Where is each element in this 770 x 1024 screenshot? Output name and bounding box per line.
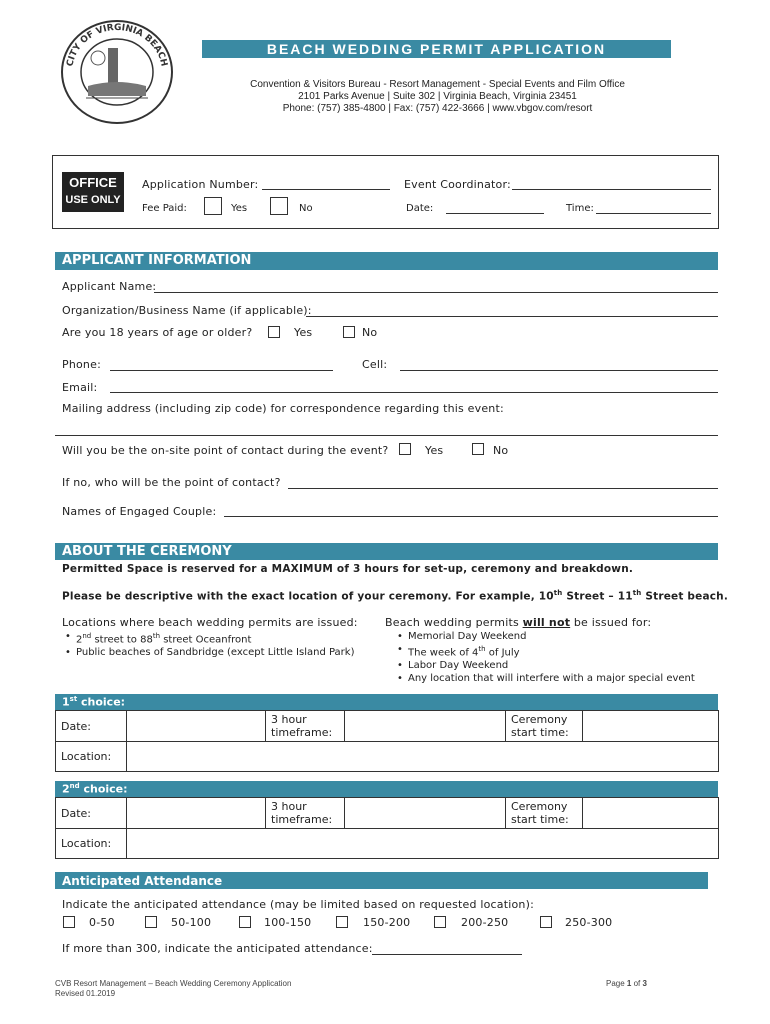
organization-field[interactable] [306, 316, 718, 317]
choice1-header [55, 694, 718, 710]
footer-page-number [606, 979, 647, 988]
footer-page-label: Page [606, 979, 627, 988]
issued-locations-heading: Locations where beach wedding permits are issued: [62, 616, 358, 629]
event-coordinator-label: Event Coordinator: [404, 178, 511, 191]
attendance-150-200-label: 150-200 [363, 916, 411, 929]
office-time-field[interactable] [596, 213, 711, 214]
office-badge-line2: USE ONLY [65, 194, 121, 206]
not-issued-b: will not [522, 616, 571, 629]
choice1-start-label [506, 711, 583, 742]
note2-sup1: th [553, 589, 563, 597]
issued-1-a: 2 [76, 634, 83, 646]
fee-paid-yes-label: Yes [231, 203, 248, 214]
engaged-couple-field[interactable] [224, 516, 718, 517]
location-example-note [62, 589, 728, 603]
choice2-location-field[interactable] [127, 829, 719, 859]
choice1-date-field[interactable] [127, 711, 266, 742]
not-issued-c: be issued for: [570, 616, 652, 629]
footer-page-num: 1 [626, 979, 632, 988]
choice1-timeframe-field[interactable] [345, 711, 506, 742]
engaged-couple-label: Names of Engaged Couple: [62, 505, 217, 518]
choice2-timeframe-l1: 3 hour [271, 800, 307, 813]
attendance-0-50-checkbox[interactable] [63, 916, 75, 928]
attendance-100-150-label: 100-150 [264, 916, 312, 929]
point-of-contact-label: If no, who will be the point of contact? [62, 476, 281, 489]
choice2-word: choice: [79, 782, 128, 796]
phone-field[interactable] [110, 370, 333, 371]
mailing-address-label: Mailing address (including zip code) for correspondence regarding this event: [62, 402, 504, 415]
office-date-field[interactable] [446, 213, 544, 214]
not-2-a: The week of 4 [408, 647, 479, 659]
application-number-field[interactable] [262, 189, 390, 190]
applicant-section-title: APPLICANT INFORMATION [62, 253, 252, 268]
age-yes-checkbox[interactable] [268, 326, 280, 338]
applicant-name-field[interactable] [154, 292, 718, 293]
choice1-word: choice: [77, 695, 126, 709]
choice2-timeframe-field[interactable] [345, 798, 506, 829]
footer-page-of: of [631, 979, 643, 988]
choice1-location-field[interactable] [127, 742, 719, 772]
choice2-date-field[interactable] [127, 798, 266, 829]
age-no-label: No [362, 326, 378, 339]
not-2-b: of July [485, 647, 520, 659]
over-300-field[interactable] [372, 954, 522, 955]
attendance-50-100-checkbox[interactable] [145, 916, 157, 928]
mailing-address-field[interactable] [55, 435, 718, 436]
fee-paid-label: Fee Paid: [142, 203, 187, 214]
choice2-num: 2 [62, 782, 70, 796]
issued-1-sup2: th [152, 632, 161, 640]
attendance-section-title: Anticipated Attendance [62, 874, 223, 888]
office-badge-line1: OFFICE [69, 175, 117, 190]
onsite-contact-question: Will you be the on-site point of contact during the event? [62, 444, 389, 457]
attendance-0-50-label: 0-50 [89, 916, 115, 929]
choice2-title [62, 782, 128, 796]
choice2-start-l1: Ceremony [511, 800, 568, 813]
attendance-200-250-label: 200-250 [461, 916, 509, 929]
choice1-title [62, 695, 125, 709]
list-item [394, 643, 695, 659]
fee-paid-no-label: No [299, 203, 313, 214]
email-label: Email: [62, 381, 98, 394]
dept-line: Convention & Visitors Bureau - Resort Management - Special Events and Film Office [250, 79, 625, 90]
office-time-label: Time: [566, 203, 594, 214]
attendance-100-150-checkbox[interactable] [239, 916, 251, 928]
choice2-timeframe-label [266, 798, 345, 829]
issued-1-sup1: nd [82, 632, 92, 640]
onsite-yes-label: Yes [425, 444, 444, 457]
phone-label: Phone: [62, 358, 101, 371]
choice2-table [55, 797, 719, 859]
choice1-table [55, 710, 719, 772]
event-coordinator-field[interactable] [512, 189, 711, 190]
issued-1-c: street Oceanfront [160, 634, 252, 646]
list-item: • Any location that will interfere with a major special event [394, 672, 695, 685]
fee-paid-yes-checkbox[interactable] [204, 197, 222, 215]
address-line: 2101 Parks Avenue | Suite 302 | Virginia Beach, Virginia 23451 [298, 91, 577, 102]
choice1-date-label: Date: [56, 711, 127, 742]
cell-field[interactable] [400, 370, 718, 371]
note2-part-c: Street beach. [641, 590, 729, 603]
not-issued-list [394, 630, 695, 685]
fee-paid-no-checkbox[interactable] [270, 197, 288, 215]
max-hours-note: Permitted Space is reserved for a MAXIMUM of 3 hours for set-up, ceremony and breakdown. [62, 563, 634, 575]
choice1-start-field[interactable] [583, 711, 719, 742]
attendance-250-300-label: 250-300 [565, 916, 613, 929]
list-item: • Labor Day Weekend [394, 659, 695, 672]
city-seal [58, 18, 176, 126]
not-2-sup: th [478, 645, 486, 653]
choice2-header [55, 781, 718, 797]
onsite-no-checkbox[interactable] [472, 443, 484, 455]
choice2-sup: nd [69, 782, 80, 790]
choice2-start-field[interactable] [583, 798, 719, 829]
choice2-location-label: Location: [56, 829, 127, 859]
point-of-contact-field[interactable] [288, 488, 718, 489]
office-use-badge [62, 172, 124, 212]
attendance-150-200-checkbox[interactable] [336, 916, 348, 928]
choice1-num: 1 [62, 695, 70, 709]
attendance-instruction: Indicate the anticipated attendance (may be limited based on requested location): [62, 898, 534, 911]
attendance-200-250-checkbox[interactable] [434, 916, 446, 928]
choice2-date-label: Date: [56, 798, 127, 829]
attendance-250-300-checkbox[interactable] [540, 916, 552, 928]
form-title-text: BEACH WEDDING PERMIT APPLICATION [266, 41, 607, 57]
choice1-location-label: Location: [56, 742, 127, 772]
note2-part-a: Please be descriptive with the exact location of your ceremony. For example, 10 [62, 590, 554, 603]
note2-part-b: Street – 11 [562, 590, 633, 603]
svg-text:CITY OF VIRGINIA BEACH: CITY OF VIRGINIA BEACH [65, 22, 169, 68]
issued-locations-list [62, 630, 354, 659]
footer-revised: Revised 01.2019 [55, 989, 116, 998]
note2-sup2: th [632, 589, 642, 597]
choice2-start-l2: start time: [511, 813, 569, 826]
over-300-label: If more than 300, indicate the anticipated attendance: [62, 942, 373, 955]
choice1-timeframe-l1: 3 hour [271, 713, 307, 726]
list-item: • Public beaches of Sandbridge (except Little Island Park) [62, 646, 354, 659]
not-issued-heading [385, 616, 651, 629]
attendance-50-100-label: 50-100 [171, 916, 212, 929]
list-item: • Memorial Day Weekend [394, 630, 695, 643]
not-issued-a: Beach wedding permits [385, 616, 523, 629]
contact-line: Phone: (757) 385-4800 | Fax: (757) 422-3666 | www.vbgov.com/resort [282, 103, 593, 114]
cell-label: Cell: [362, 358, 388, 371]
choice1-start-l2: start time: [511, 726, 569, 739]
list-item [62, 630, 354, 646]
applicant-name-label: Applicant Name: [62, 280, 157, 293]
choice1-sup: st [69, 695, 78, 703]
age-question: Are you 18 years of age or older? [62, 326, 253, 339]
ceremony-section-title: ABOUT THE CEREMONY [62, 544, 232, 559]
footer-doc-name: CVB Resort Management – Beach Wedding Ceremony Application [55, 979, 292, 988]
office-use-box [52, 155, 719, 229]
choice1-start-l1: Ceremony [511, 713, 568, 726]
choice2-timeframe-l2: timeframe: [271, 813, 333, 826]
age-no-checkbox[interactable] [343, 326, 355, 338]
choice1-timeframe-label [266, 711, 345, 742]
email-field[interactable] [110, 392, 718, 393]
organization-label: Organization/Business Name (if applicable): [62, 304, 312, 317]
age-yes-label: Yes [294, 326, 313, 339]
choice2-start-label [506, 798, 583, 829]
office-date-label: Date: [406, 203, 434, 214]
choice1-timeframe-l2: timeframe: [271, 726, 333, 739]
onsite-no-label: No [493, 444, 509, 457]
footer-page-total: 3 [642, 979, 647, 988]
application-number-label: Application Number: [142, 178, 259, 191]
issued-1-b: street to 88 [91, 634, 153, 646]
onsite-yes-checkbox[interactable] [399, 443, 411, 455]
